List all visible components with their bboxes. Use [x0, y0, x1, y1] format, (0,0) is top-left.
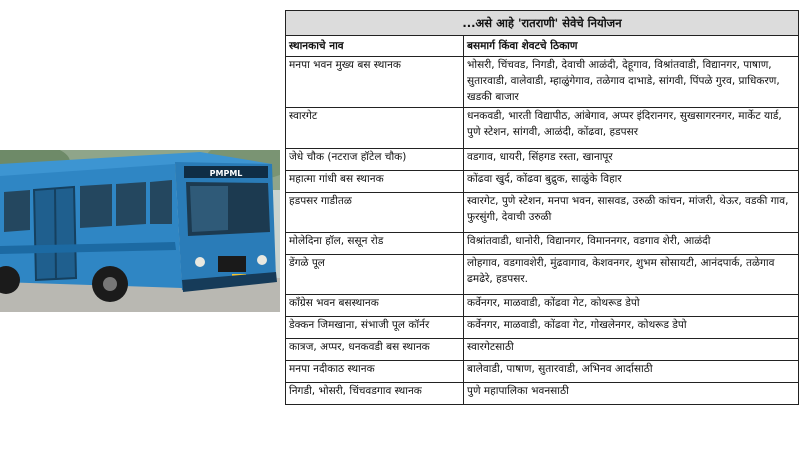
column-header-destination: बसमार्ग किंवा शेवटचे ठिकाण [464, 36, 799, 57]
route-destinations: कर्वेनगर, माळवाडी, कोंढवा गेट, कोथरूड डेपो [464, 295, 799, 317]
station-name: निगडी, भोसरी, चिंचवडगाव स्थानक [286, 383, 464, 405]
station-name: स्वारगेट [286, 108, 464, 149]
table-title: ...असे आहे 'रातराणी' सेवेचे नियोजन [286, 11, 799, 36]
station-name: मनपा नदीकाठ स्थानक [286, 361, 464, 383]
table-row [286, 383, 799, 405]
station-name: हडपसर गाडीतळ [286, 193, 464, 233]
windshield-reflection [190, 186, 228, 232]
table-row [286, 233, 799, 255]
front-grille [218, 256, 246, 272]
station-name: कात्रज, अप्पर, धनकवडी बस स्थानक [286, 339, 464, 361]
route-destinations: विश्रांतवाडी, धानोरी, विद्यानगर, विमाननगर, वडगाव शेरी, आळंदी [464, 233, 799, 255]
table-row [286, 171, 799, 193]
rear-wheel-hub [103, 277, 117, 291]
route-destinations: धनकवडी, भारती विद्यापीठ, आंबेगाव, अप्पर इंदिरानगर, सुखसागरनगर, मार्केट यार्ड, पुणे स्टेशन, सांगवी, आळंदी, कोंढवा, हडपसर [464, 108, 799, 149]
column-header-station: स्थानकाचे नाव [286, 36, 464, 57]
route-destinations: स्वारगेट, पुणे स्टेशन, मनपा भवन, सासवड, उरुळी कांचन, मांजरी, थेऊर, वडकी गाव, फुरसुंगी, देवाची उरुळी [464, 193, 799, 233]
side-window [116, 182, 146, 226]
station-name: कॉंग्रेस भवन बसस्थानक [286, 295, 464, 317]
headlight-left [195, 257, 205, 267]
bus-illustration [0, 150, 280, 312]
bus-photo [0, 150, 280, 312]
side-window [4, 190, 30, 232]
station-name: डेंगळे पूल [286, 255, 464, 295]
table-row [286, 108, 799, 149]
side-window [80, 184, 112, 228]
ratrani-schedule-table [285, 10, 799, 405]
table-row [286, 57, 799, 108]
bus-brand-text: PMPML [209, 169, 243, 178]
route-destinations: कर्वेनगर, माळवाडी, कोंढवा गेट, गोखलेनगर, कोथरूड डेपो [464, 317, 799, 339]
station-name: मोलेदिना हॉल, ससून रोड [286, 233, 464, 255]
table-row [286, 255, 799, 295]
route-destinations: लोहगाव, वडगावशेरी, मुंढवागाव, केशवनगर, शुभम सोसायटी, आनंदपार्क, तळेगाव ढमढेरे, हडपसर. [464, 255, 799, 295]
side-window [150, 180, 172, 224]
station-name: मनपा भवन मुख्य बस स्थानक [286, 57, 464, 108]
route-destinations: स्वारगेटसाठी [464, 339, 799, 361]
table-row [286, 361, 799, 383]
station-name: डेक्कन जिमखाना, संभाजी पूल कॉर्नर [286, 317, 464, 339]
route-destinations: कोंढवा खुर्द, कोंढवा बुद्रुक, साळुंके विहार [464, 171, 799, 193]
route-destinations: भोसरी, चिंचवड, निगडी, देवाची आळंदी, देहूगाव, विश्रांतवाडी, विद्यानगर, पाषाण, सुतारवाडी, वालेवाडी, म्हाळुंगेगाव, तळेगाव दाभाडे, सांगवी, पिंपळे गुरव, प्राधिकरण, खडकी बाजार [464, 57, 799, 108]
route-destinations: वडगाव, धायरी, सिंहगड रस्ता, खानापूर [464, 149, 799, 171]
station-name: महात्मा गांधी बस स्थानक [286, 171, 464, 193]
route-destinations: बालेवाडी, पाषाण, सुतारवाडी, अभिनव आर्दासाठी [464, 361, 799, 383]
table-row [286, 149, 799, 171]
route-destinations: पुणे महापालिका भवनसाठी [464, 383, 799, 405]
door-split [55, 189, 56, 279]
table-row [286, 317, 799, 339]
headlight-right [257, 255, 267, 265]
table-row [286, 295, 799, 317]
station-name: जेधे चौक (नटराज हॉटेल चौक) [286, 149, 464, 171]
table-row [286, 339, 799, 361]
table-row [286, 193, 799, 233]
